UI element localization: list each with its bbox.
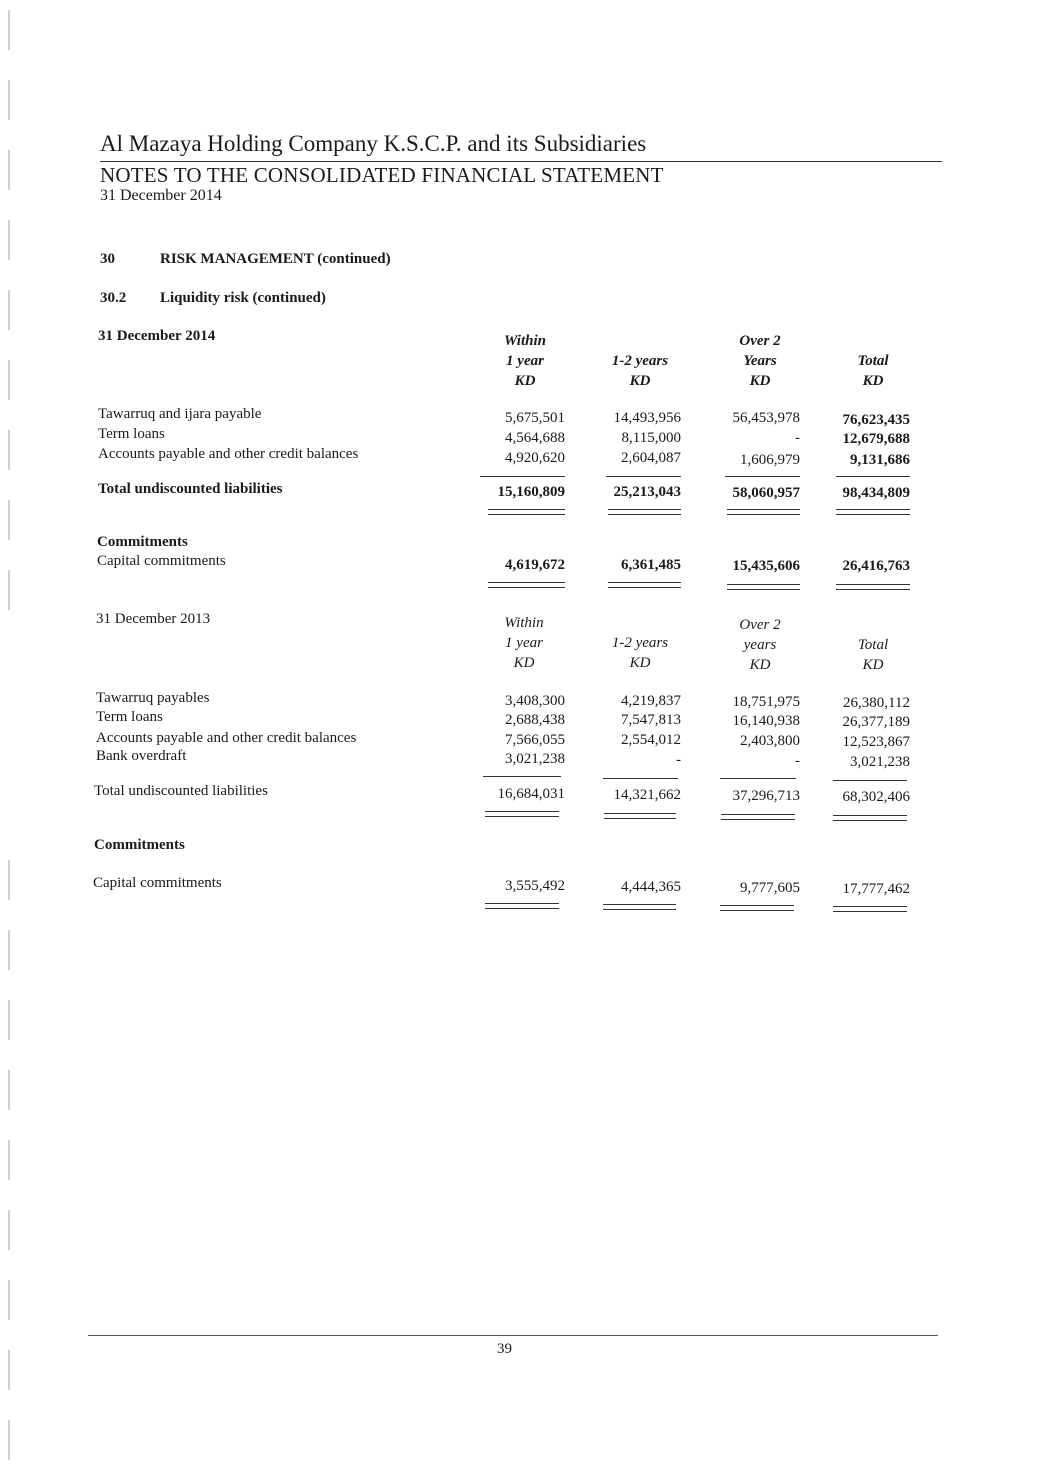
cell-value: 2,554,012	[621, 732, 681, 748]
cell-value: 76,623,435	[842, 412, 910, 428]
binder-mark	[8, 1210, 18, 1250]
col-header-total: Total KD	[857, 637, 889, 673]
cell-value: 4,920,620	[505, 450, 565, 466]
total-value: 58,060,957	[732, 485, 800, 501]
col-header-over-2-years: Over 2 years KD	[739, 617, 781, 673]
binder-mark	[8, 1070, 18, 1110]
capital-commitments-label: Capital commitments	[93, 875, 222, 891]
row-label: Bank overdraft	[96, 748, 187, 764]
cell-value: 12,523,867	[842, 734, 910, 750]
col-header-over-2-years: Over 2 Years KD	[739, 333, 781, 389]
binder-mark	[8, 430, 18, 470]
binder-mark	[8, 290, 18, 330]
capital-commitments-value: 4,444,365	[621, 879, 681, 895]
commitments-double-line	[833, 906, 907, 912]
row-label: Term loans	[98, 426, 165, 442]
total-label: Total undiscounted liabilities	[98, 481, 283, 497]
binder-mark	[8, 360, 18, 400]
commitments-double-line	[603, 904, 676, 910]
col-header-total: Total KD	[857, 353, 889, 389]
capital-commitments-value: 3,555,492	[505, 878, 565, 894]
total-value: 68,302,406	[842, 789, 910, 805]
cell-value: 9,131,686	[850, 452, 910, 468]
section-number: 30	[100, 251, 115, 267]
cell-value: 16,140,938	[732, 713, 800, 729]
total-value: 15,160,809	[497, 484, 565, 500]
row-label: Tawarruq and ijara payable	[98, 406, 262, 422]
capital-commitments-value: 9,777,605	[740, 880, 800, 896]
row-label: Accounts payable and other credit balances	[98, 446, 359, 462]
cell-value: 3,021,238	[850, 754, 910, 770]
page-number: 39	[497, 1341, 512, 1357]
total-double-line	[485, 811, 559, 817]
binder-mark	[8, 930, 18, 970]
subtotal-line	[725, 476, 800, 477]
total-label: Total undiscounted liabilities	[94, 783, 268, 799]
total-value: 16,684,031	[497, 786, 565, 802]
subsection-number: 30.2	[100, 290, 127, 306]
report-date: 31 December 2014	[100, 187, 222, 204]
capital-commitments-label: Capital commitments	[97, 553, 226, 569]
col-header-1-2-years: 1-2 years KD	[611, 635, 669, 671]
subtotal-line	[480, 476, 565, 477]
subtotal-line	[720, 778, 796, 779]
binder-mark	[8, 570, 18, 610]
capital-commitments-value: 17,777,462	[842, 881, 910, 897]
binder-mark	[8, 220, 18, 260]
cell-value: 14,493,956	[613, 410, 681, 426]
notes-title: NOTES TO THE CONSOLIDATED FINANCIAL STATEMENT	[100, 163, 664, 187]
cell-value: 26,380,112	[843, 695, 910, 711]
binder-mark	[8, 860, 18, 900]
cell-value: 7,547,813	[621, 712, 681, 728]
capital-commitments-value: 4,619,672	[505, 557, 565, 573]
col-header-within-1-year: Within 1 year KD	[504, 333, 546, 389]
cell-value: 2,604,087	[621, 450, 681, 466]
cell-value: 26,377,189	[842, 714, 910, 730]
total-double-line	[608, 509, 681, 515]
table-2014-title: 31 December 2014	[98, 328, 216, 344]
cell-value: 12,679,688	[842, 431, 910, 447]
section-title: RISK MANAGEMENT (continued)	[160, 251, 391, 267]
footer-rule	[88, 1335, 938, 1336]
cell-value: -	[795, 753, 800, 769]
col-header-within-1-year: Within 1 year KD	[504, 615, 544, 671]
commitments-double-line	[485, 903, 559, 909]
subtotal-line	[836, 476, 910, 477]
total-value: 98,434,809	[842, 485, 910, 501]
row-label: Term loans	[96, 709, 163, 725]
commitments-double-line	[488, 582, 565, 588]
total-value: 25,213,043	[613, 484, 681, 500]
capital-commitments-value: 26,416,763	[842, 558, 910, 574]
subtotal-line	[606, 476, 681, 477]
total-double-line	[836, 509, 910, 515]
total-double-line	[721, 814, 795, 820]
commitments-double-line	[727, 584, 800, 590]
row-label: Accounts payable and other credit balances	[96, 730, 357, 746]
commitments-double-line	[836, 584, 910, 590]
subsection-title: Liquidity risk (continued)	[160, 290, 326, 306]
total-double-line	[488, 509, 565, 515]
row-label: Tawarruq payables	[96, 690, 210, 706]
cell-value: 3,408,300	[505, 693, 565, 709]
cell-value: 2,403,800	[740, 733, 800, 749]
capital-commitments-value: 6,361,485	[621, 557, 681, 573]
cell-value: 3,021,238	[505, 751, 565, 767]
total-double-line	[727, 509, 800, 515]
binder-mark	[8, 1420, 18, 1460]
binder-mark	[8, 500, 18, 540]
subtotal-line	[603, 778, 678, 779]
binder-mark	[8, 1280, 18, 1320]
table-2013-title: 31 December 2013	[96, 611, 211, 627]
cell-value: 2,688,438	[505, 712, 565, 728]
binder-mark	[8, 1350, 18, 1390]
subtotal-line	[833, 780, 907, 781]
company-name: Al Mazaya Holding Company K.S.C.P. and its Subsidiaries	[100, 131, 647, 156]
total-value: 14,321,662	[613, 787, 681, 803]
binder-mark	[8, 10, 18, 50]
capital-commitments-value: 15,435,606	[732, 558, 800, 574]
cell-value: -	[795, 430, 800, 446]
commitments-double-line	[608, 582, 681, 588]
binder-mark	[8, 80, 18, 120]
cell-value: 1,606,979	[740, 452, 800, 468]
commitments-heading: Commitments	[97, 534, 188, 550]
subtotal-line	[483, 776, 561, 777]
col-header-1-2-years: 1-2 years KD	[611, 353, 669, 389]
commitments-heading: Commitments	[94, 837, 185, 853]
cell-value: -	[676, 752, 681, 768]
cell-value: 4,219,837	[621, 693, 681, 709]
cell-value: 8,115,000	[621, 430, 681, 446]
total-double-line	[604, 813, 676, 819]
cell-value: 18,751,975	[732, 694, 800, 710]
cell-value: 4,564,688	[505, 430, 565, 446]
binder-mark	[8, 1000, 18, 1040]
cell-value: 5,675,501	[505, 410, 565, 426]
binder-mark	[8, 1140, 18, 1180]
commitments-double-line	[720, 905, 794, 911]
total-value: 37,296,713	[732, 788, 800, 804]
binder-mark	[8, 150, 18, 190]
total-double-line	[833, 815, 907, 821]
cell-value: 56,453,978	[732, 410, 800, 426]
cell-value: 7,566,055	[505, 732, 565, 748]
header-rule	[100, 161, 942, 162]
